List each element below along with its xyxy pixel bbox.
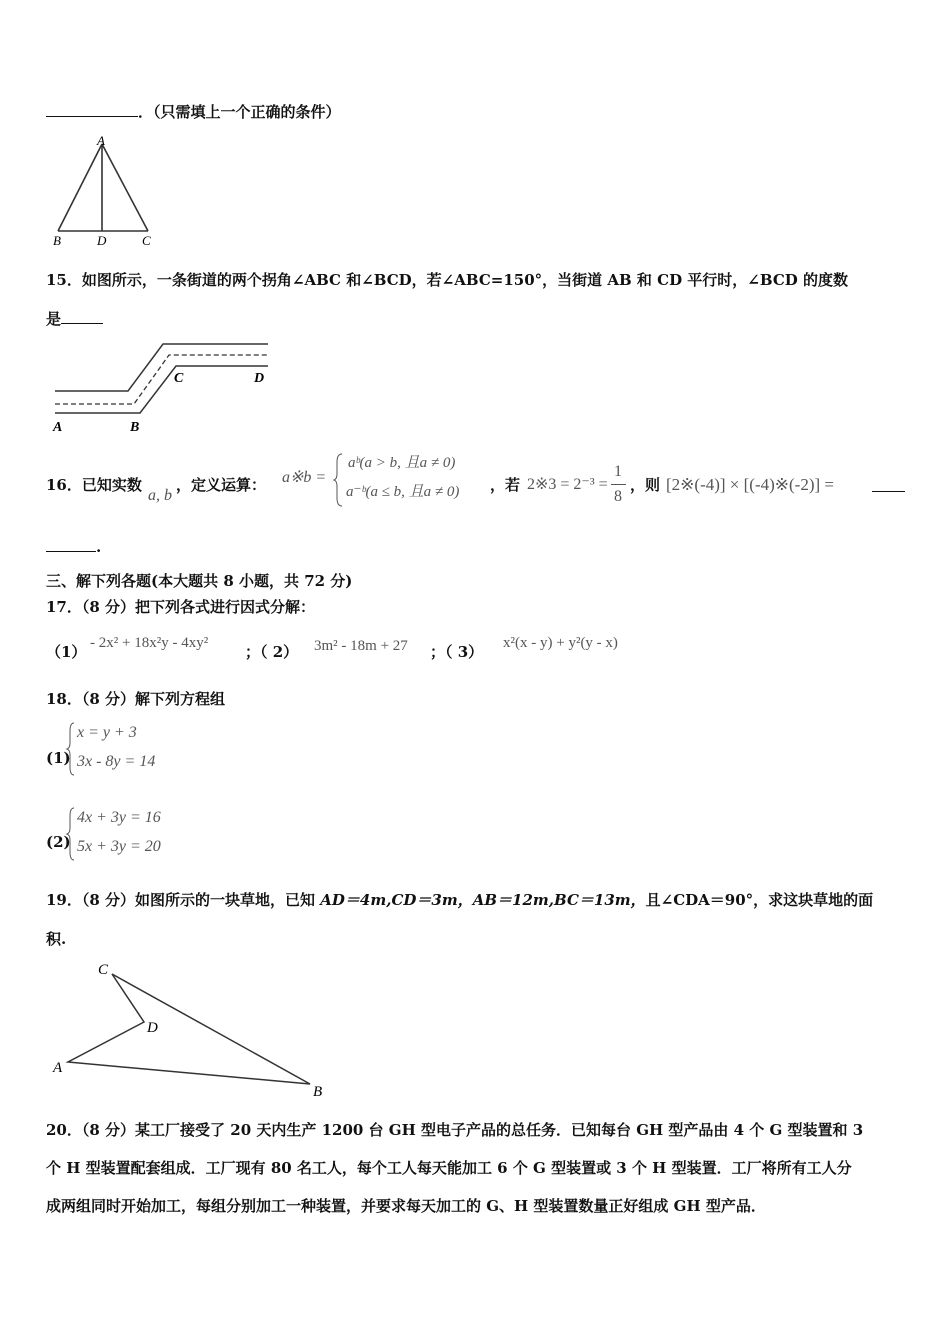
q16-brace [334, 452, 344, 508]
q17-p3-expr: x²(x - y) + y²(y - x) [503, 635, 618, 651]
q20-line1: 20．（8 分）某工厂接受了 20 天内生产 1200 台 GH 型电子产品的总任务．已知每台 GH 型产品由 4 个 G 型装置和 3 [46, 1121, 864, 1139]
q16-case2: a⁻ᵇ(a ≤ b, 且a ≠ 0) [346, 484, 460, 500]
street-center-dash [55, 355, 268, 404]
q18-title: 18．（8 分）解下列方程组 [46, 690, 226, 708]
q16-vars: a, b [148, 487, 172, 504]
label-d: D [147, 1020, 158, 1036]
q16-def-lhs: a※b = [282, 469, 327, 486]
grass-figure [48, 958, 338, 1103]
tri-side-ab [58, 144, 102, 231]
q16-if: ，若 [490, 476, 521, 494]
q20-line2: 个 H 型装置配套组成．工厂现有 80 名工人，每个工人每天能加工 6 个 G 型装置或 3 个 H 型装置．工厂将所有工人分 [46, 1159, 852, 1177]
tri-side-ac [102, 144, 148, 231]
q18-s2-label: (2) [46, 833, 71, 851]
answer-blank[interactable] [46, 115, 138, 117]
q17-p2-expr: 3m² - 18m + 27 [314, 638, 408, 654]
q16-mid: ，定义运算： [176, 476, 267, 494]
q17-p1-expr: - 2x² + 18x²y - 4xy² [90, 635, 209, 651]
q17-title: 17．（8 分）把下列各式进行因式分解： [46, 598, 316, 616]
q18-s1-brace [67, 721, 75, 777]
q19-line1-math: AD＝4m,CD＝3m，AB＝12m,BC＝13m， [320, 891, 646, 909]
q19-line1-suffix: 且∠CDA＝90°，求这块草地的面 [645, 891, 874, 909]
quad-abcd [68, 974, 310, 1084]
triangle-figure [50, 135, 160, 250]
q18-s1-label: (1) [46, 749, 71, 767]
street-outer-bottom [55, 366, 268, 413]
q16-end: . [96, 538, 102, 556]
answer-blank[interactable] [61, 322, 103, 324]
label-c: C [174, 371, 184, 386]
q20-line3: 成两组同时开始加工，每组分别加工一种装置，并要求每天加工的 G、H 型装置数量正好组成 GH 型产品． [46, 1197, 766, 1215]
label-c: C [98, 962, 109, 978]
section-title: 三、解下列各题(本大题共 8 小题，共 72 分) [46, 572, 353, 590]
q15-line2 [46, 310, 103, 328]
q18-s2-eq1: 4x + 3y = 16 [77, 809, 161, 826]
q18-s2-brace [67, 806, 75, 862]
label-b: B [53, 233, 61, 248]
q14-answer-line [46, 103, 341, 121]
label-a: A [53, 420, 63, 435]
q16-frac-num: 1 [614, 463, 622, 480]
q18-s1-eq1: x = y + 3 [77, 724, 137, 741]
q16-prefix: 16．已知实数 [46, 476, 142, 494]
q16-example: 2※3 = 2⁻³ = [527, 476, 608, 493]
q17-p1-label: （1） [46, 643, 87, 661]
q19-line2: 积. [46, 930, 67, 948]
q18-s2-eq2: 5x + 3y = 20 [77, 838, 161, 855]
q16-frac-bar [611, 484, 626, 485]
label-b: B [313, 1084, 323, 1100]
label-a: A [53, 1060, 63, 1076]
street-figure [50, 338, 280, 438]
q16-end-line [46, 538, 101, 556]
label-d: D [254, 371, 265, 386]
answer-blank[interactable] [46, 550, 96, 552]
q19-line1 [46, 891, 873, 909]
label-c: C [142, 233, 151, 248]
q16-case1: aᵇ(a > b, 且a ≠ 0) [348, 455, 456, 471]
q15-line2-text: 是 [46, 310, 62, 328]
label-a: A [97, 133, 105, 148]
label-d: D [97, 233, 107, 248]
q14-hint: ．（只需填上一个正确的条件） [138, 103, 341, 121]
q17-sep1: ；（ 2） [245, 643, 299, 661]
q17-sep2: ；（ 3） [430, 643, 484, 661]
q18-s1-eq2: 3x - 8y = 14 [77, 753, 156, 770]
q16-expr: [2※(-4)] × [(-4)※(-2)] = [666, 475, 835, 494]
q19-line1-prefix: 19．（8 分）如图所示的一块草地，已知 [46, 891, 321, 909]
q15-line1: 15．如图所示，一条街道的两个拐角∠ABC 和∠BCD，若∠ABC=150°，当街道 AB 和 CD 平行时，∠BCD 的度数 [46, 271, 848, 289]
label-b: B [130, 420, 140, 435]
answer-blank[interactable] [872, 491, 905, 492]
q16-frac-den: 8 [614, 488, 622, 505]
q16-then: ，则 [630, 476, 661, 494]
